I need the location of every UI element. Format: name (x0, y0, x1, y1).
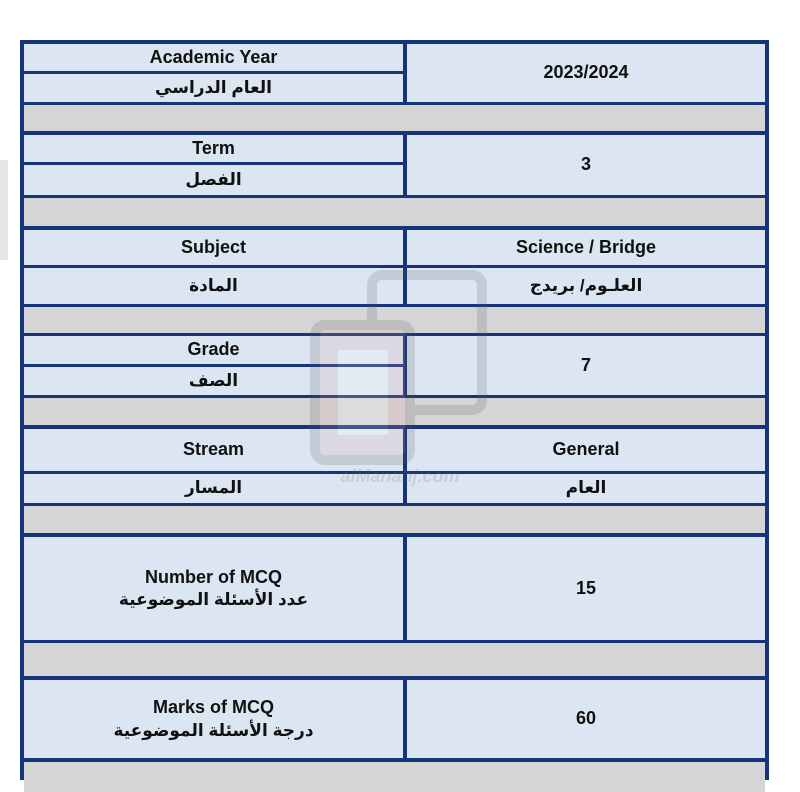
grade-label-en: Grade (24, 336, 403, 364)
term-label-ar: الفصل (24, 165, 403, 195)
exam-info-table (20, 40, 769, 780)
subject-label-ar: المادة (24, 268, 403, 304)
row-separator (24, 643, 765, 676)
row-separator (24, 398, 765, 425)
mcq-marks-label: Marks of MCQ درجة الأسئلة الموضوعية (24, 680, 403, 758)
row-separator (24, 105, 765, 131)
row-separator (24, 506, 765, 533)
stream-value-en: General (407, 429, 765, 471)
grade-value: 7 (407, 336, 765, 395)
subject-value-ar: العلـوم/ بريدج (407, 268, 765, 304)
page-edge-mark (0, 160, 8, 260)
row-separator (24, 307, 765, 333)
subject-value-en: Science / Bridge (407, 230, 765, 265)
academic-year-label-en: Academic Year (24, 44, 403, 71)
mcq-count-label: Number of MCQ عدد الأسئلة الموضوعية (24, 537, 403, 640)
mcq-marks-value: 60 (407, 680, 765, 758)
academic-year-value: 2023/2024 (407, 44, 765, 102)
row-separator (24, 198, 765, 226)
stream-value-ar: العام (407, 474, 765, 503)
stream-label-ar: المسار (24, 474, 403, 503)
grade-label-ar: الصف (24, 367, 403, 395)
term-value: 3 (407, 135, 765, 195)
term-label-en: Term (24, 135, 403, 162)
stream-label-en: Stream (24, 429, 403, 471)
mcq-count-value: 15 (407, 537, 765, 640)
row-separator (24, 762, 765, 792)
subject-label-en: Subject (24, 230, 403, 265)
academic-year-label-ar: العام الدراسي (24, 74, 403, 102)
